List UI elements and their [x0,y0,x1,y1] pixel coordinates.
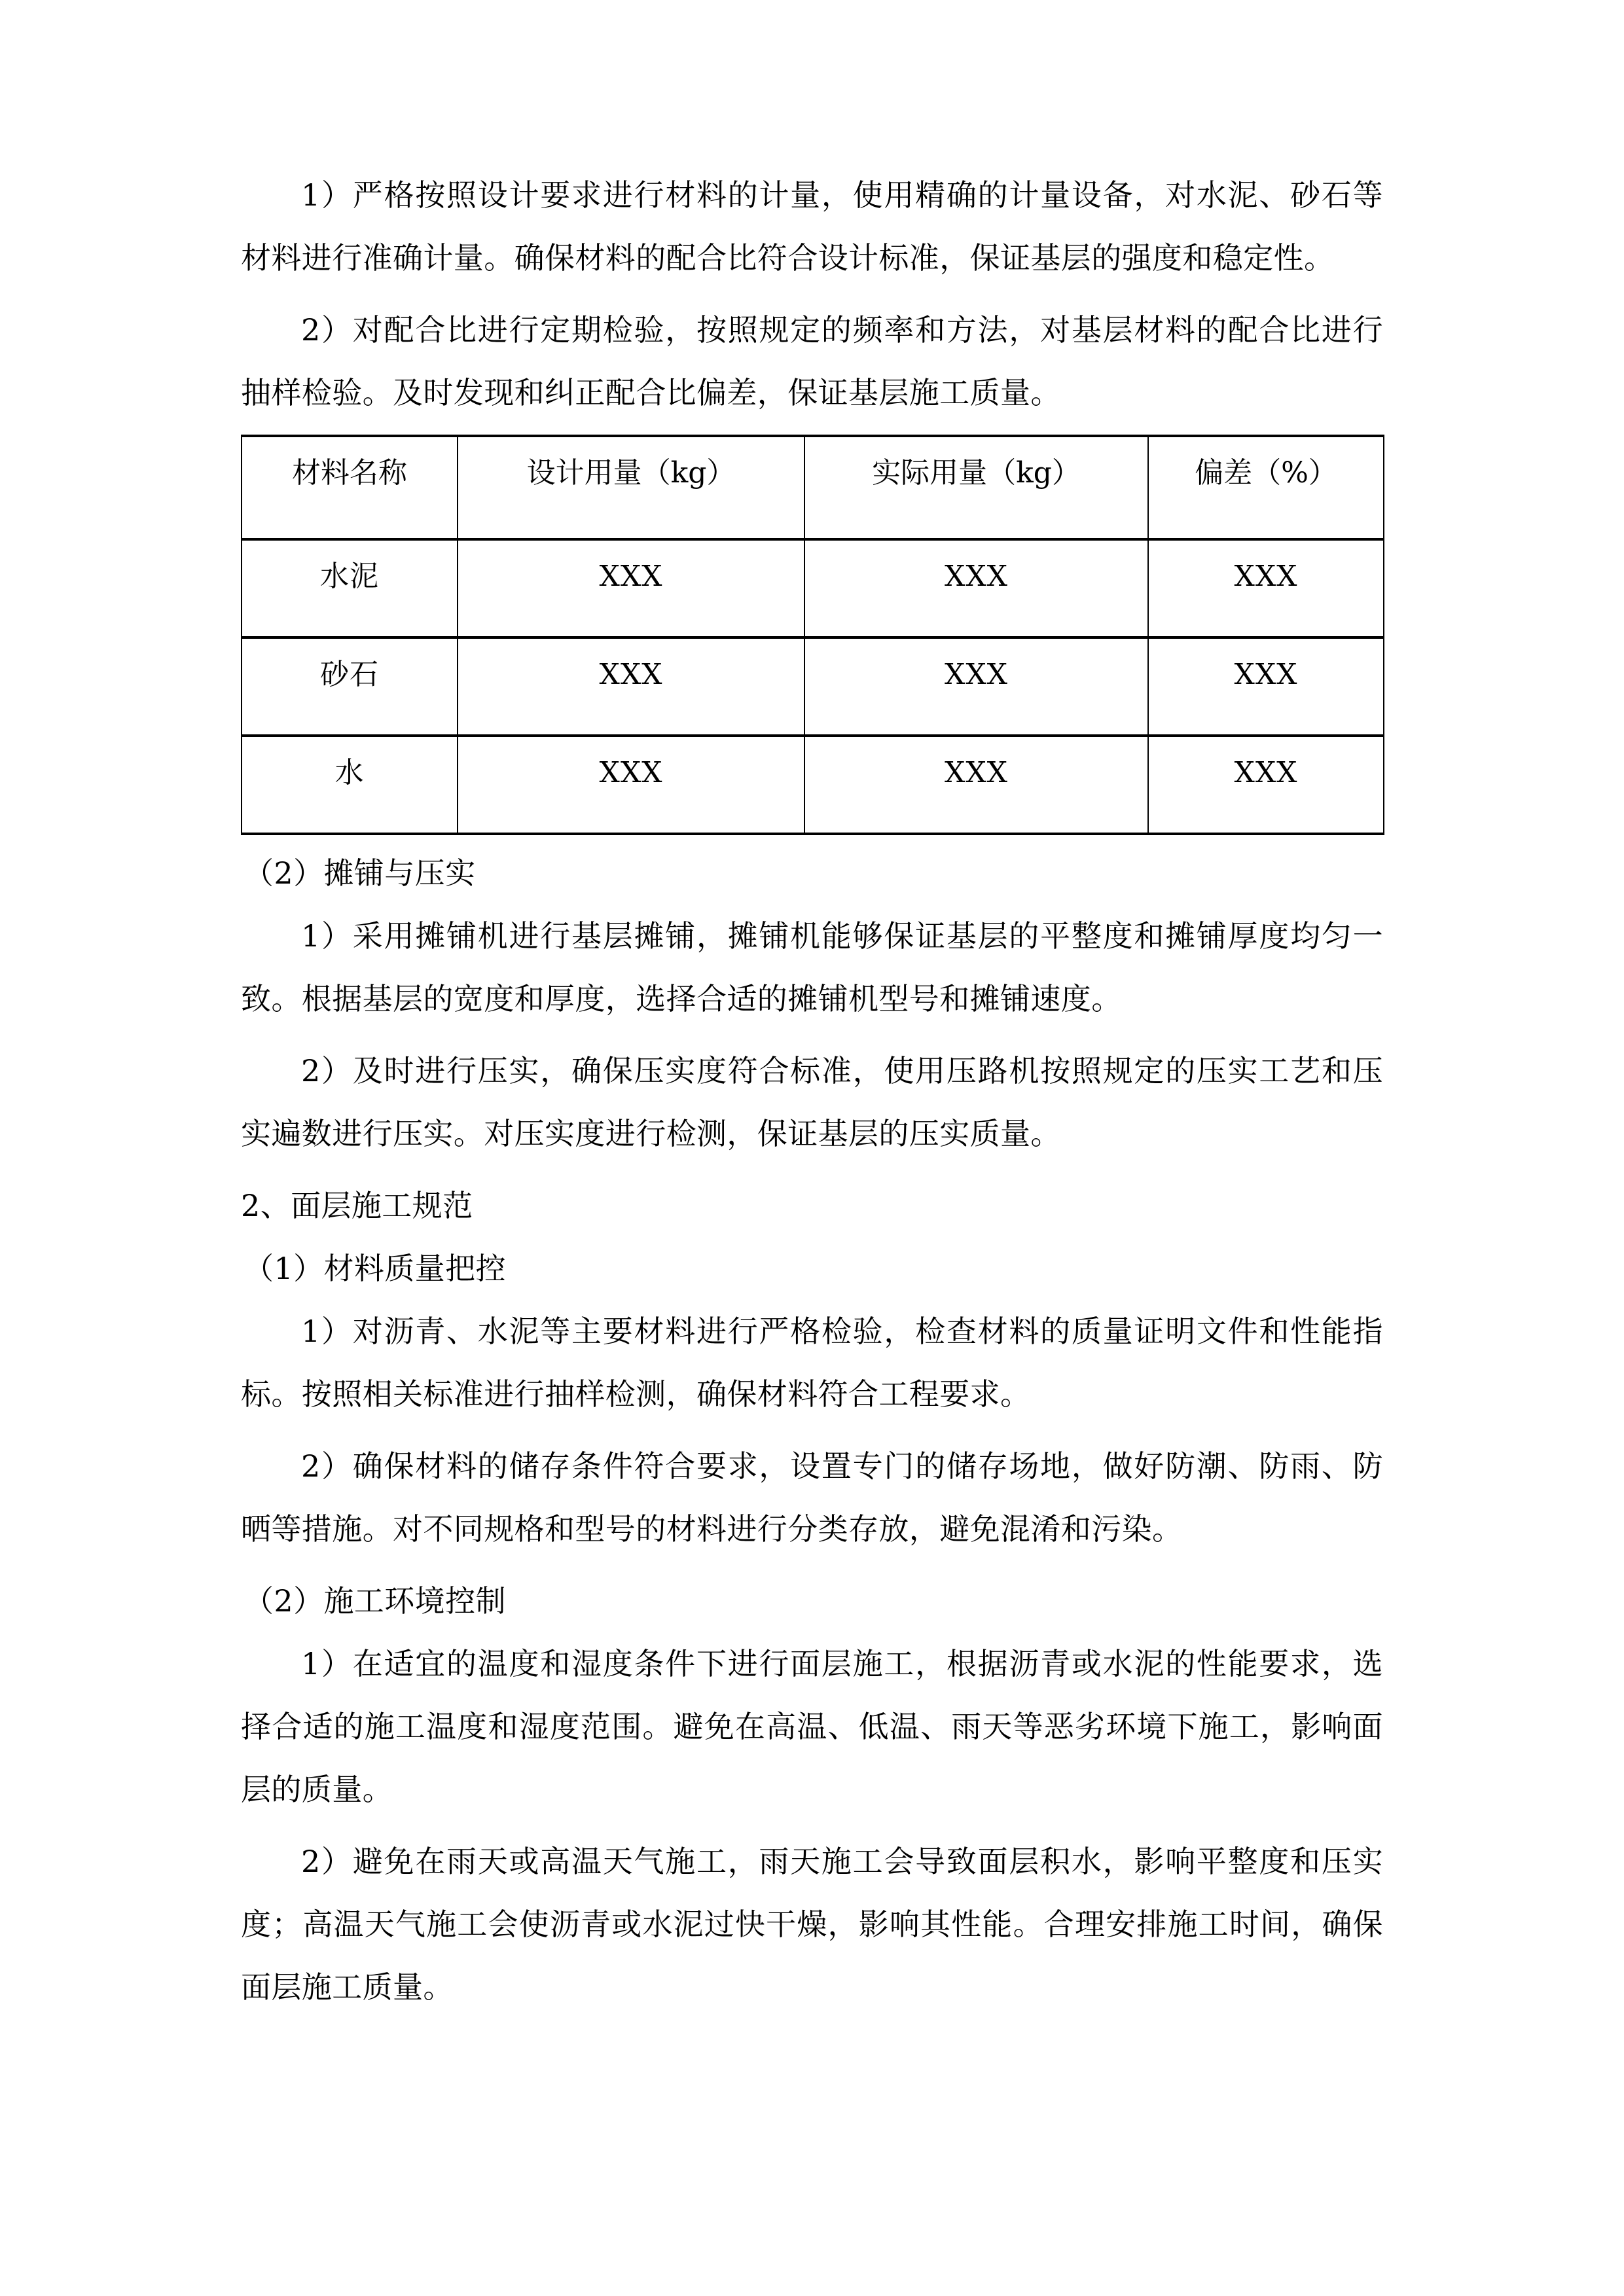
cell-design-amount: XXX [458,637,804,736]
cell-deviation: XXX [1148,539,1384,637]
material-measurement-table [241,435,1384,835]
material-table-wrapper [241,435,1383,835]
cell-actual-amount: XXX [804,637,1148,736]
cell-design-amount: XXX [458,539,804,637]
paragraph-measurement-requirements: 1）严格按照设计要求进行材料的计量，使用精确的计量设备，对水泥、砂石等材料进行准确计量。确保材料的配合比符合设计标准，保证基层的强度和稳定性。 [241,177,1383,276]
cell-actual-amount: XXX [804,539,1148,637]
table-header-row [242,436,1384,539]
paragraph-temperature-humidity: 1）在适宜的温度和湿度条件下进行面层施工，根据沥青或水泥的性能要求，选择合适的施工温度和湿度范围。避免在高温、低温、雨天等恶劣环境下施工，影响面层的质量。 [241,1646,1383,1807]
paragraph-asphalt-cement-inspection: 1）对沥青、水泥等主要材料进行严格检验，检查材料的质量证明文件和性能指标。按照相关标准进行抽样检测，确保材料符合工程要求。 [241,1314,1383,1412]
table-row [242,539,1384,637]
cell-actual-amount: XXX [804,736,1148,834]
cell-deviation: XXX [1148,736,1384,834]
subheading-material-quality-control: （1）材料质量把控 [244,1251,506,1286]
document-content [241,164,1383,2028]
cell-material-name: 水 [242,736,458,834]
paragraph-mix-ratio-inspection: 2）对配合比进行定期检验，按照规定的频率和方法，对基层材料的配合比进行抽样检验。及时发现和纠正配合比偏差，保证基层施工质量。 [241,312,1383,410]
paragraph-compaction-timing: 2）及时进行压实，确保压实度符合标准，使用压路机按照规定的压实工艺和压实遍数进行压实。对压实度进行检测，保证基层的压实质量。 [241,1053,1383,1151]
cell-material-name: 水泥 [242,539,458,637]
table-header-deviation: 偏差（%） [1148,436,1384,539]
paragraph-material-storage: 2）确保材料的储存条件符合要求，设置专门的储存场地，做好防潮、防雨、防晒等措施。对不同规格和型号的材料进行分类存放，避免混淆和污染。 [241,1448,1383,1547]
table-row [242,736,1384,834]
cell-deviation: XXX [1148,637,1384,736]
subheading-paving-and-compaction: （2）摊铺与压实 [244,855,476,891]
section-heading-surface-layer-spec: 2、面层施工规范 [241,1188,473,1223]
table-header-actual-amount: 实际用量（kg） [804,436,1148,539]
subheading-construction-environment-control: （2）施工环境控制 [244,1583,506,1619]
cell-design-amount: XXX [458,736,804,834]
cell-material-name: 砂石 [242,637,458,736]
table-row [242,637,1384,736]
table-header-design-amount: 设计用量（kg） [458,436,804,539]
paragraph-weather-avoidance: 2）避免在雨天或高温天气施工，雨天施工会导致面层积水，影响平整度和压实度；高温天气施工会使沥青或水泥过快干燥，影响其性能。合理安排施工时间，确保面层施工质量。 [241,1844,1383,2005]
paragraph-paver-usage: 1）采用摊铺机进行基层摊铺，摊铺机能够保证基层的平整度和摊铺厚度均匀一致。根据基层的宽度和厚度，选择合适的摊铺机型号和摊铺速度。 [241,918,1383,1016]
table-header-material-name: 材料名称 [242,436,458,539]
